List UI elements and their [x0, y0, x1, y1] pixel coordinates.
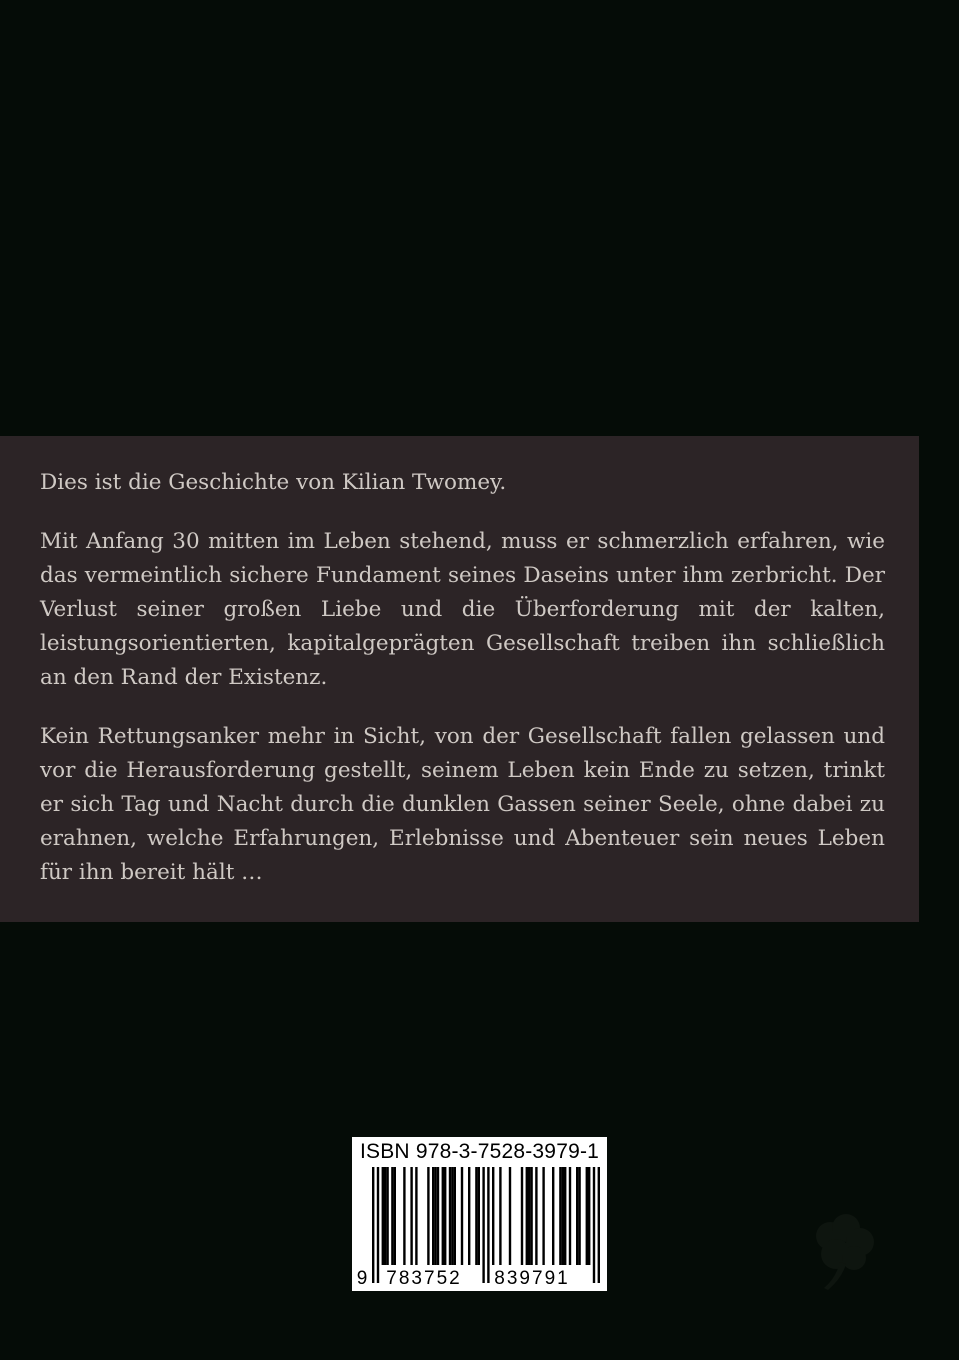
barcode-bars: [352, 1137, 607, 1291]
barcode-bar: [386, 1167, 388, 1265]
barcode-bar: [478, 1167, 480, 1265]
barcode-bar: [562, 1167, 564, 1265]
barcode-first-digit: 9: [356, 1268, 368, 1289]
barcode-bar: [444, 1167, 446, 1265]
barcode-bar: [372, 1167, 374, 1283]
barcode-bar: [530, 1167, 532, 1265]
barcode-bar: [382, 1167, 384, 1265]
barcode-bar: [588, 1167, 590, 1265]
barcode-bar: [475, 1167, 477, 1265]
barcode-bar: [586, 1167, 588, 1265]
barcode-bar: [569, 1167, 571, 1265]
barcode-bar: [449, 1167, 451, 1265]
barcode-bar: [487, 1167, 489, 1283]
barcode-bar: [564, 1167, 566, 1265]
barcode-bar: [526, 1167, 528, 1265]
blurb-panel: [0, 436, 919, 922]
barcode-bar: [394, 1167, 396, 1265]
barcode-bar: [552, 1167, 554, 1265]
barcode-bar: [528, 1167, 530, 1265]
barcode-left-digits: 783752: [386, 1268, 462, 1289]
barcode: [352, 1137, 607, 1291]
barcode-bar: [578, 1167, 580, 1265]
barcode-bar: [593, 1167, 595, 1283]
barcode-bar: [535, 1167, 537, 1265]
barcode-bar: [427, 1167, 429, 1265]
barcode-bar: [434, 1167, 436, 1265]
shamrock-icon: [806, 1212, 884, 1292]
barcode-bar: [482, 1167, 484, 1283]
barcode-bar: [432, 1167, 434, 1265]
barcode-bar: [468, 1167, 470, 1265]
barcode-right-digits: 839791: [494, 1268, 570, 1289]
blurb-paragraph-1: Dies ist die Geschichte von Kilian Twomey.: [40, 470, 507, 495]
barcode-bar: [499, 1167, 501, 1265]
barcode-bar: [415, 1167, 417, 1265]
barcode-bar: [509, 1167, 511, 1265]
barcode-bar: [542, 1167, 544, 1265]
barcode-bar: [492, 1167, 494, 1265]
barcode-bar: [461, 1167, 463, 1265]
barcode-bar: [454, 1167, 456, 1265]
barcode-bar: [410, 1167, 412, 1265]
barcode-bar: [403, 1167, 405, 1265]
barcode-bar: [384, 1167, 386, 1265]
barcode-bar: [576, 1167, 578, 1265]
barcode-bar: [442, 1167, 444, 1265]
isbn-label: ISBN 978-3-7528-3979-1: [359, 1140, 600, 1163]
barcode-bar: [391, 1167, 393, 1265]
barcode-bar: [521, 1167, 523, 1265]
blurb-paragraph-2: Mit Anfang 30 mitten im Leben stehend, muss er schmerzlich erfahren, wie das vermeintlich sichere Fundament seines Daseins unter ihm zerbricht. Der Verlust seiner großen Liebe und die Überforderung mit der kalten, leistungsorientierten, kapitalgeprägten Gesellschaft treiben ihn schließlich an den Rand der Existenz.: [40, 529, 885, 690]
barcode-bar: [598, 1167, 600, 1283]
barcode-bar: [559, 1167, 561, 1265]
barcode-bar: [377, 1167, 379, 1283]
barcode-bar: [451, 1167, 453, 1265]
blurb-paragraph-3: Kein Rettungsanker mehr in Sicht, von der Gesellschaft fallen gelassen und vor die Herausforderung gestellt, seinem Leben kein Ende zu setzen, trinkt er sich Tag und Nacht durch die dunklen Gassen seiner Seele, ohne dabei zu erahnen, welche Erfahrungen, Erlebnisse und Abenteuer sein neues Leben für ihn bereit hält …: [40, 724, 885, 885]
barcode-bar: [437, 1167, 439, 1265]
